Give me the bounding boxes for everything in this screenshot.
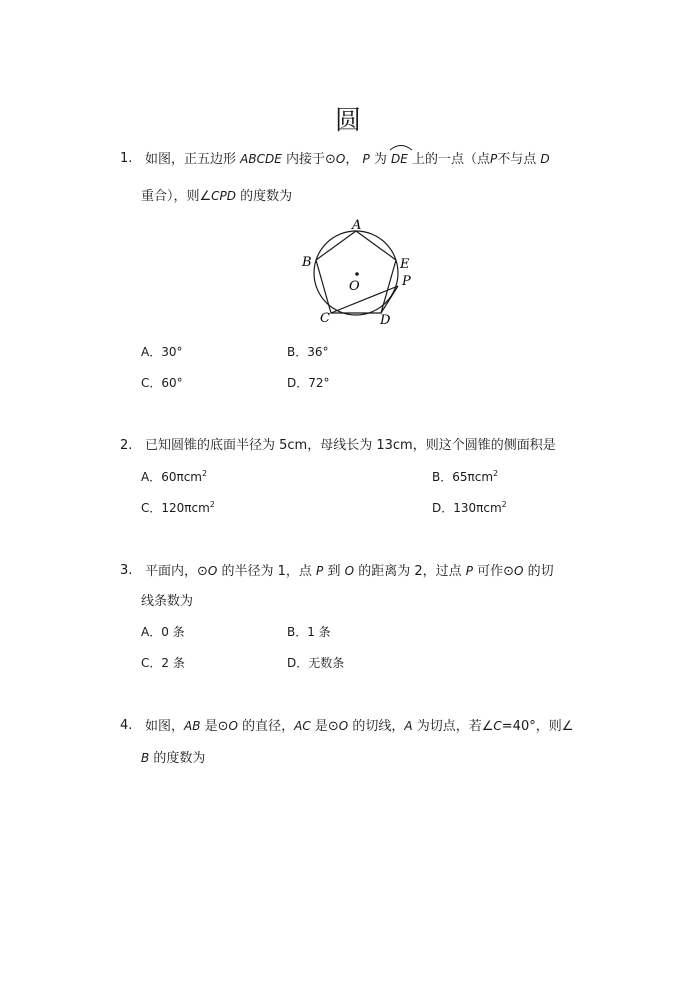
q1-text-d: 为: [373, 152, 387, 167]
q2-option-b[interactable]: [432, 469, 498, 485]
q1-circle-label: O: [335, 152, 346, 166]
q4-text-line1: [145, 717, 573, 736]
q1-text-a: 如图，正五边形: [145, 152, 237, 167]
figure-label-b: B: [302, 255, 312, 270]
q2-option-a[interactable]: [141, 469, 207, 485]
q3-text-d: 的距离为 2，过点: [358, 564, 462, 579]
q4-a: A: [404, 719, 413, 733]
q3-o2: O: [344, 564, 355, 578]
q1-text-f: 不与点: [497, 152, 537, 167]
figure-label-a: A: [352, 218, 362, 233]
q4-o1: O: [228, 719, 238, 733]
q2-option-c[interactable]: [141, 500, 215, 516]
q2-option-a-sup: 2: [202, 469, 208, 478]
q3-p1: P: [316, 564, 324, 578]
figure-label-o: O: [349, 279, 360, 294]
q4-text-line2: [141, 749, 205, 768]
q4-text-f: 为切点，若∠: [416, 719, 494, 734]
q1-number: 1.: [120, 151, 133, 166]
q2-option-b-base: B．65πcm: [432, 470, 494, 484]
q3-text-a: 平面内，⊙: [145, 564, 208, 579]
q1-pentagon-label: ABCDE: [240, 152, 282, 166]
q1-option-a[interactable]: A．30°: [141, 345, 183, 359]
q3-text-line1: [145, 562, 554, 581]
figure-label-c: C: [320, 311, 330, 326]
q3-option-b[interactable]: B．1 条: [287, 625, 331, 639]
q1-angle-label: CPD: [211, 189, 237, 203]
q2-option-b-sup: 2: [493, 469, 499, 478]
q1-option-c[interactable]: C．60°: [141, 376, 183, 390]
q4-text-b: 是⊙: [204, 719, 229, 734]
q3-number: 3.: [120, 563, 133, 578]
q3-text-line2: 线条数为: [141, 594, 194, 609]
q1-text-line1: [145, 150, 550, 169]
q4-number: 4.: [120, 718, 133, 733]
q3-text-e: 可作⊙: [477, 564, 515, 579]
q2-option-a-base: A．60πcm: [141, 470, 202, 484]
arc-mark-icon: [389, 143, 413, 151]
q2-option-d[interactable]: [432, 500, 507, 516]
q1-point-d: D: [540, 152, 550, 166]
q3-option-c[interactable]: C．2 条: [141, 656, 185, 670]
q4-text-d: 是⊙: [314, 719, 339, 734]
page-title: 圆: [334, 106, 361, 136]
pentagon-abcde: [316, 231, 396, 313]
q1-text-line2: [141, 187, 292, 206]
center-dot: [355, 272, 359, 276]
q3-o1: O: [207, 564, 218, 578]
q1-pentagon-figure: [295, 213, 425, 328]
q2-option-d-sup: 2: [501, 500, 507, 509]
q4-text-g: =40°，则∠: [501, 719, 574, 734]
q4-ac: AC: [294, 719, 311, 733]
q4-c: C: [493, 719, 502, 733]
q1-text-e: 上的一点（点: [411, 152, 490, 167]
q2-option-d-base: D．130πcm: [432, 501, 502, 515]
q4-text-a: 如图，: [145, 719, 185, 734]
q1-line2-a: 重合），则∠: [141, 189, 212, 204]
figure-label-d: D: [380, 313, 391, 328]
q3-option-a[interactable]: A．0 条: [141, 625, 185, 639]
q1-text-b: 内接于⊙: [285, 152, 336, 167]
q1-arc-label: DE: [391, 152, 408, 166]
q3-p2: P: [465, 564, 473, 578]
q1-option-b[interactable]: B．36°: [287, 345, 329, 359]
q3-option-d[interactable]: D．无数条: [287, 656, 345, 670]
q3-text-c: 到: [327, 564, 341, 579]
q1-point-p: P: [362, 152, 370, 166]
q2-text: 已知圆锥的底面半径为 5cm，母线长为 13cm，则这个圆锥的侧面积是: [145, 438, 556, 453]
q4-o2: O: [338, 719, 349, 733]
q4-b: B: [141, 751, 150, 765]
q1-text-c: ，: [345, 152, 359, 167]
figure-label-p: P: [402, 274, 411, 289]
q2-number: 2.: [120, 438, 133, 453]
q1-point-p2: P: [490, 152, 498, 166]
figure-label-e: E: [400, 257, 410, 272]
q3-o3: O: [514, 564, 524, 578]
q1-arc-de: [391, 150, 408, 169]
q4-ab: AB: [184, 719, 201, 733]
q4-text-e: 的切线，: [352, 719, 405, 734]
q2-option-c-sup: 2: [209, 500, 215, 509]
q1-line2-b: 的度数为: [240, 189, 293, 204]
q2-option-c-base: C．120πcm: [141, 501, 210, 515]
q3-text-f: 的切: [527, 564, 554, 579]
q4-line2: 的度数为: [153, 751, 206, 766]
q4-text-c: 的直径，: [242, 719, 295, 734]
q3-text-b: 的半径为 1，点: [221, 564, 312, 579]
q1-option-d[interactable]: D．72°: [287, 376, 330, 390]
